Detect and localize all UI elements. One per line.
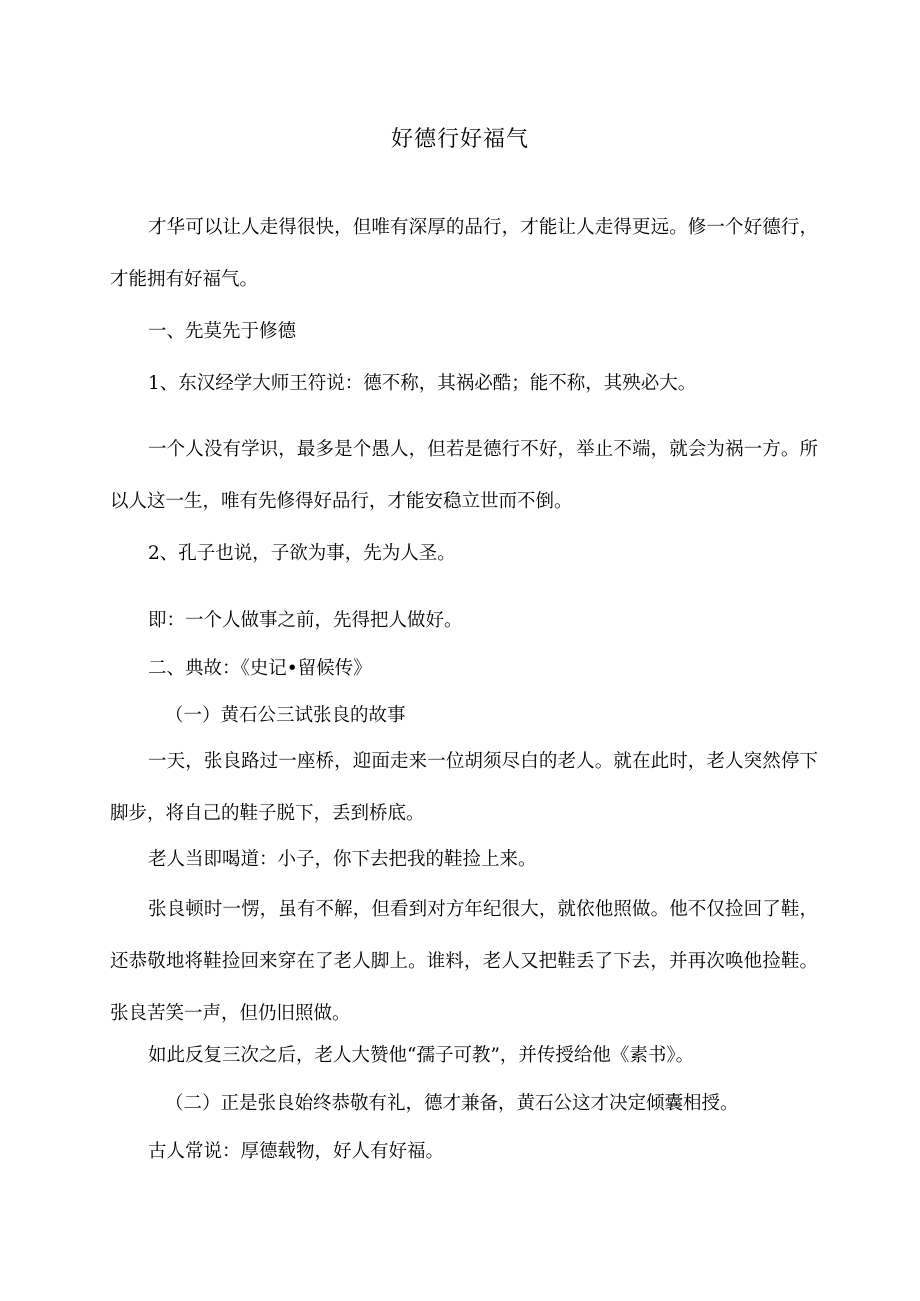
paragraph-three-times: 如此反复三次之后，老人大赞他“孺子可教”，并传授给他《素书》。 — [148, 1045, 695, 1066]
paragraph-quote-confucius: 2、孔子也说，子欲为事，先为人圣。 — [148, 543, 456, 564]
paragraph-old-man-shout: 老人当即喝道：小子，你下去把我的鞋捡上来。 — [148, 849, 537, 870]
paragraph-quote-wangfu: 1、东汉经学大师王符说：德不称，其祸必酷；能不称，其殃必大。 — [148, 373, 697, 394]
paragraph-confucius-explanation: 即：一个人做事之前，先得把人做好。 — [148, 610, 463, 631]
paragraph-story-bridge: 一天，张良路过一座桥，迎面走来一位胡须尽白的老人。就在此时，老人突然停下脚步，将自己的鞋子脱下，丢到桥底。 — [110, 751, 818, 824]
subheading-story-2: （二）正是张良始终恭敬有礼，德才兼备，黄石公这才决定倾囊相授。 — [165, 1093, 739, 1114]
paragraph-zhangliang-response: 张良顿时一愣，虽有不解，但看到对方年纪很大，就依他照做。他不仅捡回了鞋，还恭敬地将鞋捡回来穿在了老人脚上。谁料，老人又把鞋丢了下去，并再次唤他捡鞋。张良苦笑一声，但仍旧照做。 — [110, 899, 818, 1024]
heading-section-1: 一、先莫先于修德 — [148, 321, 297, 342]
paragraph-virtue-explanation: 一个人没有学识，最多是个愚人，但若是德行不好，举止不端，就会为祸一方。所以人这一生，唯有先修得好品行，才能安稳立世而不倒。 — [110, 439, 818, 512]
paragraph-intro: 才华可以让人走得很快，但唯有深厚的品行，才能让人走得更远。修一个好德行，才能拥有好福气。 — [110, 217, 818, 290]
paragraph-ancient-saying: 古人常说：厚德载物，好人有好福。 — [148, 1141, 445, 1162]
document-title: 好德行好福气 — [390, 127, 529, 152]
heading-section-2: 二、典故：《史记•留候传》 — [148, 658, 372, 679]
subheading-story-1: （一）黄石公三试张良的故事 — [165, 705, 406, 726]
